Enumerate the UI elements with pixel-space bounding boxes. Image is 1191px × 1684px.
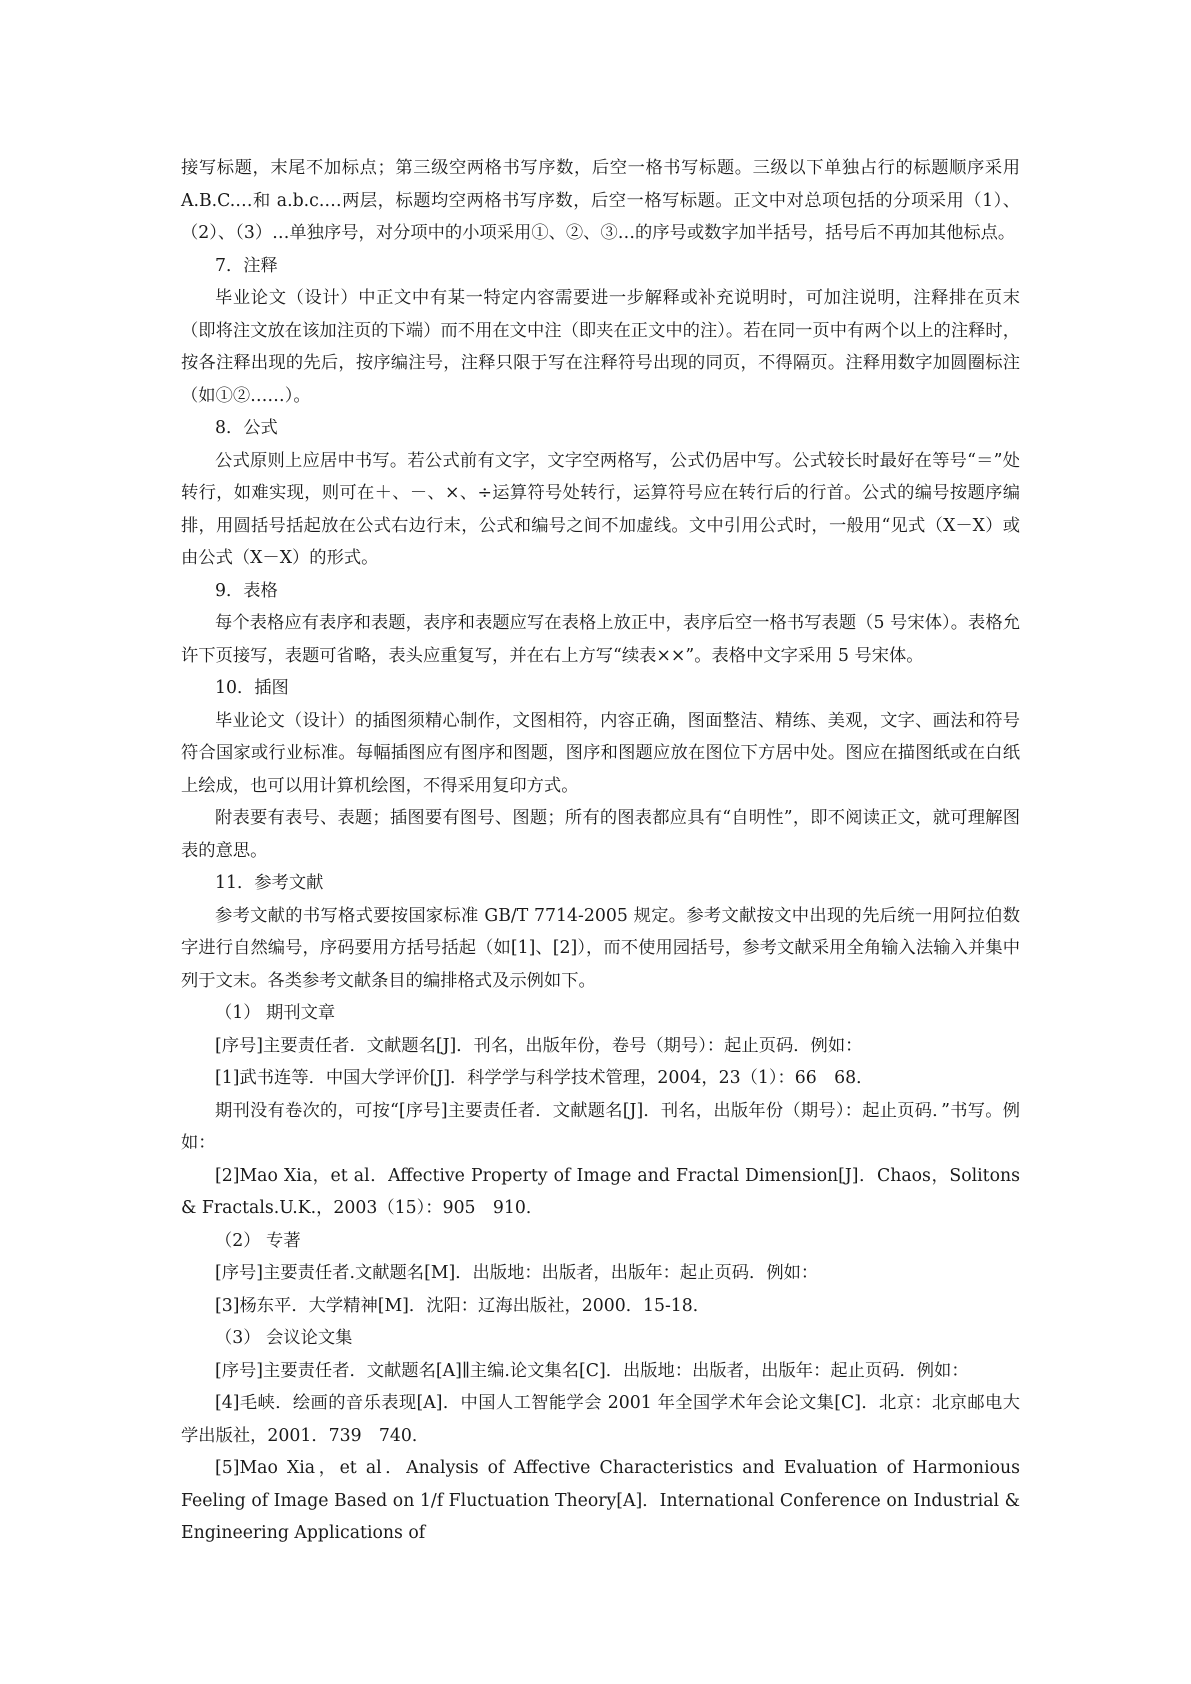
reference-format-conference: [序号]主要责任者．文献题名[A]∥主编.论文集名[C]．出版地：出版者，出版年：起止页码．例如： [215,1360,969,1381]
section-heading-figures: 10．插图 [215,678,289,698]
document-page [181,152,1020,1550]
subheading-journal-articles: （1） 期刊文章 [215,1003,336,1023]
reference-note-journal: 期刊没有卷次的，可按“[序号]主要责任者．文献题名[J]．刊名，出版年份（期号）：起止页码．”书写。例如： [181,1100,1020,1153]
reference-example: [5]Mao Xia，et al．Analysis of Affective Characteristics and Evaluation of Harmonious Feeling of Image Based on 1/f Fluctuation Theory[A]．International Conference on Industrial & Engineering Applications of [181,1458,1020,1543]
paragraph-notes: 毕业论文（设计）中正文中有某一特定内容需要进一步解释或补充说明时，可加注说明，注释排在页末（即将注文放在该加注页的下端）而不用在文中注（即夹在正文中的注）。若在同一页中有两个以上的注释时，按各注释出现的先后，按序编注号，注释只限于写在注释符号出现的同页，不得隔页。注释用数字加圆圈标注（如①②……）。 [181,288,1020,406]
subheading-monographs: （2） 专著 [215,1230,301,1251]
paragraph-figures-tables-note: 附表要有表号、表题；插图要有图号、图题；所有的图表都应具有“自明性”，即不阅读正文，就可理解图表的意思。 [181,808,1020,861]
section-heading-references: 11．参考文献 [215,873,324,893]
paragraph-formulas: 公式原则上应居中书写。若公式前有文字，文字空两格写，公式仍居中写。公式较长时最好在等号“＝”处转行，如难实现，则可在＋、－、×、÷运算符号处转行，运算符号应在转行后的行首。公式的编号按题序编排，用圆括号括起放在公式右边行末，公式和编号之间不加虚线。文中引用公式时，一般用“见式（X－X）或由公式（X－X）的形式。 [181,450,1020,568]
reference-example: [2]Mao Xia，et al．Affective Property of Image and Fractal Dimension[J]．Chaos，Solitons & Fractals.U.K.，2003（15）：905 910． [181,1165,1020,1218]
paragraph-figures: 毕业论文（设计）的插图须精心制作，文图相符，内容正确，图面整洁、精练、美观，文字、画法和符号符合国家或行业标准。每幅插图应有图序和图题，图序和图题应放在图位下方居中处。图应在描图纸或在白纸上绘成，也可以用计算机绘图，不得采用复印方式。 [181,710,1020,796]
paragraph-tables: 每个表格应有表序和表题，表序和表题应写在表格上放正中，表序后空一格书写表题（5 号宋体）。表格允许下页接写，表题可省略，表头应重复写，并在右上方写“续表××”。表格中文字采用 5 号宋体。 [181,613,1020,666]
reference-format-journal: [序号]主要责任者．文献题名[J]．刊名，出版年份，卷号（期号）：起止页码．例如： [215,1035,863,1056]
paragraph-heading-rules: 接写标题，末尾不加标点；第三级空两格书写序数，后空一格书写标题。三级以下单独占行的标题顺序采用 A.B.C.…和 a.b.c.…两层，标题均空两格书写序数，后空一格写标题。正文中对总项包括的分项采用（1）、（2）、（3）…单独序号，对分项中的小项采用①、②、③…的序号或数字加半括号，括号后不再加其他标点。 [181,158,1020,243]
section-heading-formulas: 8．公式 [215,418,278,438]
reference-format-monograph: [序号]主要责任者.文献题名[M]．出版地：出版者，出版年：起止页码．例如： [215,1263,819,1283]
reference-example: [4]毛峡．绘画的音乐表现[A]．中国人工智能学会 2001 年全国学术年会论文集[C]．北京：北京邮电大学出版社，2001．739 740． [181,1393,1020,1446]
section-heading-tables: 9．表格 [215,580,278,601]
reference-example: [1]武书连等．中国大学评价[J]．科学学与科学技术管理，2004，23（1）：66 68． [215,1068,874,1088]
subheading-conference-proceedings: （3） 会议论文集 [215,1328,353,1348]
section-heading-notes: 7．注释 [215,255,278,276]
paragraph-references: 参考文献的书写格式要按国家标准 GB/T 7714-2005 规定。参考文献按文中出现的先后统一用阿拉伯数字进行自然编号，序码要用方括号括起（如[1]、[2]），而不使用园括号，参考文献采用全角输入法输入并集中列于文末。各类参考文献条目的编排格式及示例如下。 [181,905,1020,991]
reference-example: [3]杨东平．大学精神[M]．沈阳：辽海出版社，2000．15-18． [215,1295,711,1316]
